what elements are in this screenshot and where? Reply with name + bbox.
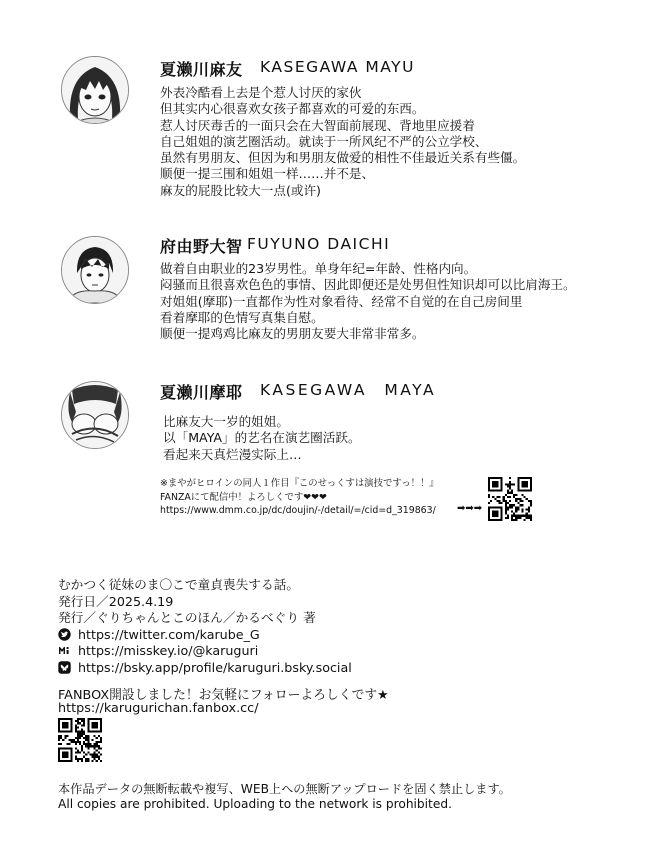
- promo-qr-code[interactable]: [488, 477, 532, 521]
- twitter-url[interactable]: https://twitter.com/karube_G: [78, 626, 260, 642]
- daichi-description: [160, 261, 576, 342]
- misskey-link-row[interactable]: [58, 643, 352, 660]
- mayu-description: [160, 85, 525, 199]
- twitter-icon: [58, 628, 71, 641]
- description-line: 自己姐姐的演艺圈活动。就读于一所风纪不严的公立学校、: [160, 133, 488, 149]
- bluesky-url[interactable]: https://bsky.app/profile/karuguri.bsky.social: [78, 659, 352, 675]
- twitter-link-row[interactable]: [58, 627, 352, 644]
- misskey-url[interactable]: https://misskey.io/@karuguri: [78, 643, 259, 659]
- maya-name-cn: 夏濑川摩耶: [160, 383, 243, 402]
- maya-name-en: KASEGAWA MAYA: [260, 381, 437, 399]
- bluesky-link-row[interactable]: [58, 660, 352, 677]
- mayu-name-cn: 夏濑川麻友: [160, 60, 243, 79]
- bluesky-icon: [58, 661, 71, 674]
- description-line: 外表冷酷看上去是个惹人讨厌的家伙: [160, 85, 362, 100]
- maya-portrait: [61, 381, 129, 449]
- maya-description: [163, 414, 361, 463]
- description-line: 对姐姐(摩耶)一直都作为性对象看待、经常不自觉的在自己房间里: [160, 293, 523, 309]
- description-line: 顺便一提三围和姐姐一样……并不是、: [160, 166, 375, 182]
- description-line: 看着摩耶的色情写真集自慰。: [160, 309, 324, 325]
- arrow-icon: ➡➡➡: [457, 503, 483, 514]
- promo-link[interactable]: https://www.dmm.co.jp/dc/doujin/-/detail/=/cid=d_319863/: [160, 505, 436, 516]
- misskey-icon: [58, 644, 71, 657]
- copyright-notice-jp: 本作品データの無断転載や複写、WEB上への無断アップロードを固く禁止します。: [58, 782, 511, 796]
- description-line: 闷骚而且很喜欢色色的事情、因此即便还是处男但性知识却可以比肩海王。: [160, 277, 576, 293]
- daichi-name-cn: 府由野大智: [160, 237, 243, 256]
- daichi-name-en: FUYUNO DAICHI: [247, 235, 391, 253]
- description-line: 顺便一提鸡鸡比麻友的男朋友要大非常非常多。: [160, 326, 425, 342]
- description-line: 但其实内心很喜欢女孩子都喜欢的可爱的东西。: [160, 101, 425, 117]
- fanbox-announcement: FANBOX開設しました！お気軽にフォローよろしくです★: [58, 688, 389, 703]
- promo-line-2: FANZAにて配信中！よろしくです❤❤❤: [160, 492, 327, 503]
- description-line: 虽然有男朋友、但因为和男朋友做爱的相性不佳最近关系有些僵。: [160, 150, 526, 166]
- promo-line-1: ※まやがヒロインの同人１作目『このせっくすは演技ですっ！！』: [160, 478, 439, 489]
- colophon: [58, 577, 352, 677]
- copyright-notice-en: All copies are prohibited. Uploading to the network is prohibited.: [58, 797, 452, 811]
- mayu-name-en: KASEGAWA MAYU: [260, 58, 415, 76]
- publisher: 発行／ぐりちゃんとこのほん／かるべぐり 著: [58, 610, 316, 626]
- description-line: 以「MAYA」的艺名在演艺圈活跃。: [163, 430, 361, 446]
- description-line: 做着自由职业的23岁男性。单身年纪=年龄、性格内向。: [160, 261, 477, 276]
- mayu-portrait: [61, 56, 129, 124]
- description-line: 比麻友大一岁的姐姐。: [163, 414, 289, 429]
- description-line: 惹人讨厌毒舌的一面只会在大智面前展现、背地里应援着: [160, 117, 475, 133]
- description-line: 看起来天真烂漫实际上…: [163, 446, 302, 462]
- daichi-portrait: [61, 236, 129, 304]
- publish-date: 発行日／2025.4.19: [58, 593, 174, 609]
- description-line: 麻友的屁股比较大一点(或许): [160, 182, 321, 198]
- fanbox-link[interactable]: https://karugurichan.fanbox.cc/: [58, 701, 259, 716]
- book-title: むかつく従妹のま〇こで童貞喪失する話。: [58, 577, 300, 592]
- fanbox-qr-code[interactable]: [58, 718, 102, 762]
